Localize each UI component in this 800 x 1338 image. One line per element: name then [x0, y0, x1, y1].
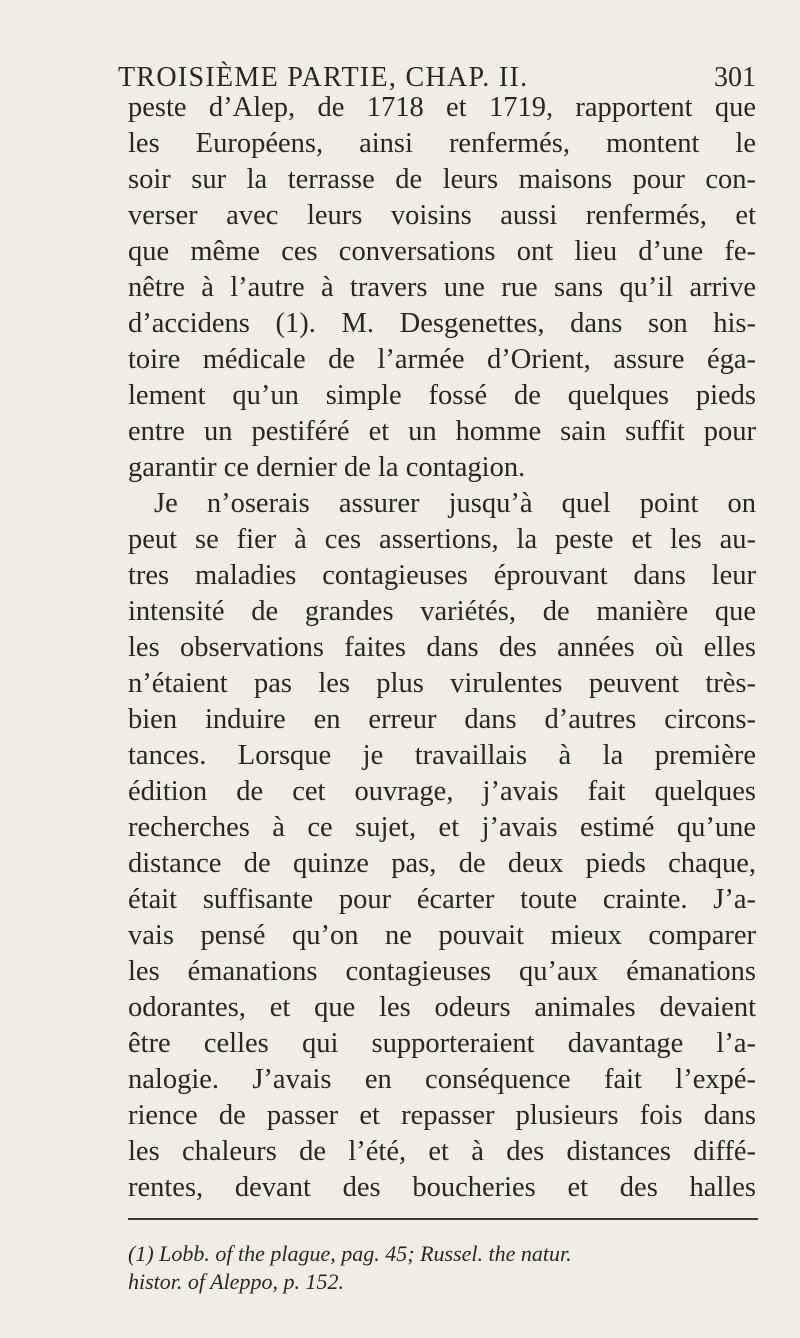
text-line: toire médicale de l’armée d’Orient, assure éga- — [128, 344, 756, 375]
text-line: rentes, devant des boucheries et des halles — [128, 1172, 756, 1203]
footnote-line: histor. of Aleppo, p. 152. — [128, 1269, 344, 1294]
text-line: les chaleurs de l’été, et à des distances diffé- — [128, 1136, 756, 1167]
footnote-rule — [128, 1218, 758, 1220]
text-line: les émanations contagieuses qu’aux émanations — [128, 956, 756, 987]
text-line: rience de passer et repasser plusieurs fois dans — [128, 1100, 756, 1131]
text-line: peut se fier à ces assertions, la peste et les au- — [128, 524, 756, 555]
text-line: distance de quinze pas, de deux pieds chaque, — [128, 848, 756, 879]
text-line: odorantes, et que les odeurs animales devaient — [128, 992, 756, 1023]
running-title: TROISIÈME PARTIE, CHAP. II. — [118, 62, 529, 93]
text-line: tances. Lorsque je travaillais à la première — [128, 740, 756, 771]
text-line: était suffisante pour écarter toute crainte. J’a- — [128, 884, 756, 915]
text-line: intensité de grandes variétés, de manière que — [128, 596, 756, 627]
text-line: lement qu’un simple fossé de quelques pieds — [128, 380, 756, 411]
text-line: nêtre à l’autre à travers une rue sans qu’il arrive — [128, 272, 756, 303]
text-line: soir sur la terrasse de leurs maisons pour con- — [128, 164, 756, 195]
text-line-paragraph-start: Je n’oserais assurer jusqu’à quel point on — [154, 488, 756, 519]
text-line: que même ces conversations ont lieu d’une fe- — [128, 236, 756, 267]
text-line: être celles qui supporteraient davantage l’a- — [128, 1028, 756, 1059]
text-line: les observations faites dans des années où elles — [128, 632, 756, 663]
page-number: 301 — [714, 62, 756, 93]
text-line: n’étaient pas les plus virulentes peuvent très- — [128, 668, 756, 699]
text-line: les Européens, ainsi renfermés, montent le — [128, 128, 756, 159]
footnote-line: (1) Lobb. of the plague, pag. 45; Russel. the natur. — [128, 1241, 572, 1266]
text-line: vais pensé qu’on ne pouvait mieux comparer — [128, 920, 756, 951]
text-line: tres maladies contagieuses éprouvant dans leur — [128, 560, 756, 591]
text-line: d’accidens (1). M. Desgenettes, dans son his- — [128, 308, 756, 339]
text-line-paragraph-end: garantir ce dernier de la contagion. — [128, 452, 526, 483]
text-line: entre un pestiféré et un homme sain suffit pour — [128, 416, 756, 447]
text-line: recherches à ce sujet, et j’avais estimé qu’une — [128, 812, 756, 843]
text-line: bien induire en erreur dans d’autres circons- — [128, 704, 756, 735]
text-line: verser avec leurs voisins aussi renfermés, et — [128, 200, 756, 231]
text-line: peste d’Alep, de 1718 et 1719, rapportent que — [128, 92, 756, 123]
text-line: édition de cet ouvrage, j’avais fait quelques — [128, 776, 756, 807]
text-line: nalogie. J’avais en conséquence fait l’expé- — [128, 1064, 756, 1095]
